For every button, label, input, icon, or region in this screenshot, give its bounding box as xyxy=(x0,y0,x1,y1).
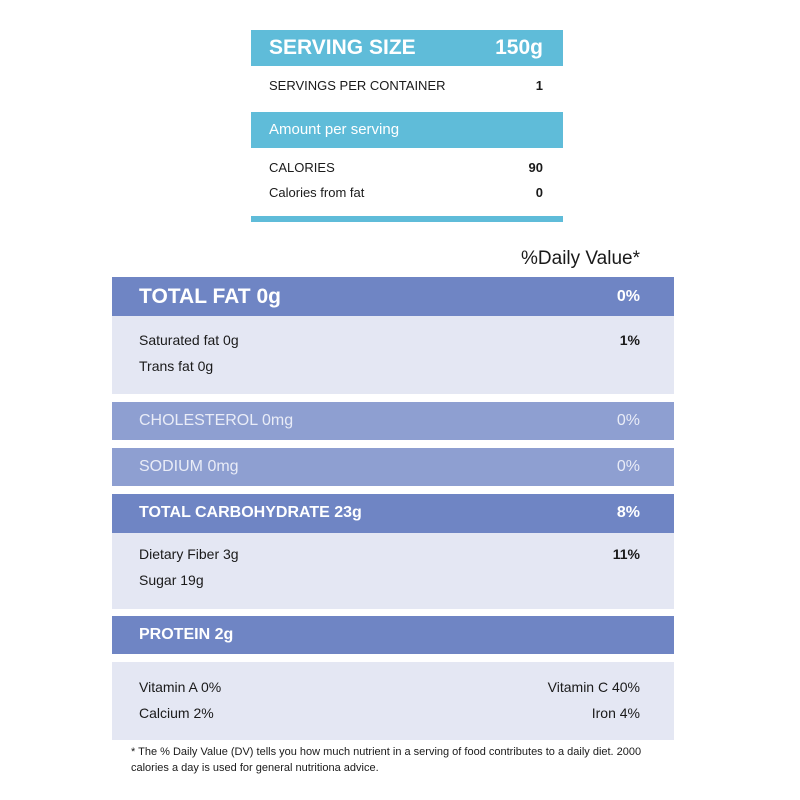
carbohydrate-details xyxy=(112,533,674,609)
sugar-label: Sugar 19g xyxy=(139,572,204,588)
protein-label: PROTEIN 2g xyxy=(139,626,234,643)
amount-per-serving-header: Amount per serving xyxy=(251,112,563,148)
total-fat-details xyxy=(112,316,674,394)
saturated-fat-label: Saturated fat 0g xyxy=(139,332,239,348)
total-fat-label: TOTAL FAT 0g xyxy=(139,285,281,308)
total-fat-pct: 0% xyxy=(616,288,640,305)
vitamins-panel xyxy=(112,662,674,740)
sodium-label: SODIUM 0mg xyxy=(139,458,239,475)
servings-per-container-row xyxy=(269,77,543,95)
cholesterol-label: CHOLESTEROL 0mg xyxy=(139,412,294,429)
carbohydrate-label: TOTAL CARBOHYDRATE 23g xyxy=(139,504,362,521)
dietary-fiber-label: Dietary Fiber 3g xyxy=(139,546,239,562)
total-fat-band xyxy=(112,277,674,316)
vitamin-c: Vitamin C 40% xyxy=(547,679,640,695)
serving-card-bottom-bar xyxy=(251,216,563,222)
dietary-fiber-pct: 11% xyxy=(612,546,640,562)
serving-size-header xyxy=(251,30,563,66)
sodium-band xyxy=(112,448,674,486)
carbohydrate-band xyxy=(112,494,674,533)
servings-per-container-value: 1 xyxy=(535,78,543,93)
sodium-pct: 0% xyxy=(616,458,640,475)
calories-value: 90 xyxy=(528,160,543,175)
protein-band xyxy=(112,616,674,654)
iron: Iron 4% xyxy=(591,705,640,721)
carbohydrate-pct: 8% xyxy=(616,504,640,521)
footnote: * The % Daily Value (DV) tells you how much nutrient in a serving of food contributes to a daily diet. 2000 calories a day is used for general nutritiona advice. xyxy=(131,746,642,774)
serving-size-value: 150g xyxy=(495,36,543,59)
vitamin-a: Vitamin A 0% xyxy=(139,679,222,695)
servings-per-container-label: SERVINGS PER CONTAINER xyxy=(269,78,446,93)
calories-from-fat-row xyxy=(269,184,543,202)
cholesterol-band xyxy=(112,402,674,440)
calories-label: CALORIES xyxy=(269,160,335,175)
calories-row xyxy=(269,159,543,177)
serving-card xyxy=(251,30,563,222)
calcium: Calcium 2% xyxy=(139,705,214,721)
trans-fat-label: Trans fat 0g xyxy=(139,358,214,374)
serving-size-label: SERVING SIZE xyxy=(269,36,416,59)
daily-value-header: %Daily Value* xyxy=(521,248,640,269)
calories-from-fat-value: 0 xyxy=(535,185,543,200)
cholesterol-pct: 0% xyxy=(616,412,640,429)
calories-from-fat-label: Calories from fat xyxy=(269,185,365,200)
saturated-fat-pct: 1% xyxy=(619,332,640,348)
